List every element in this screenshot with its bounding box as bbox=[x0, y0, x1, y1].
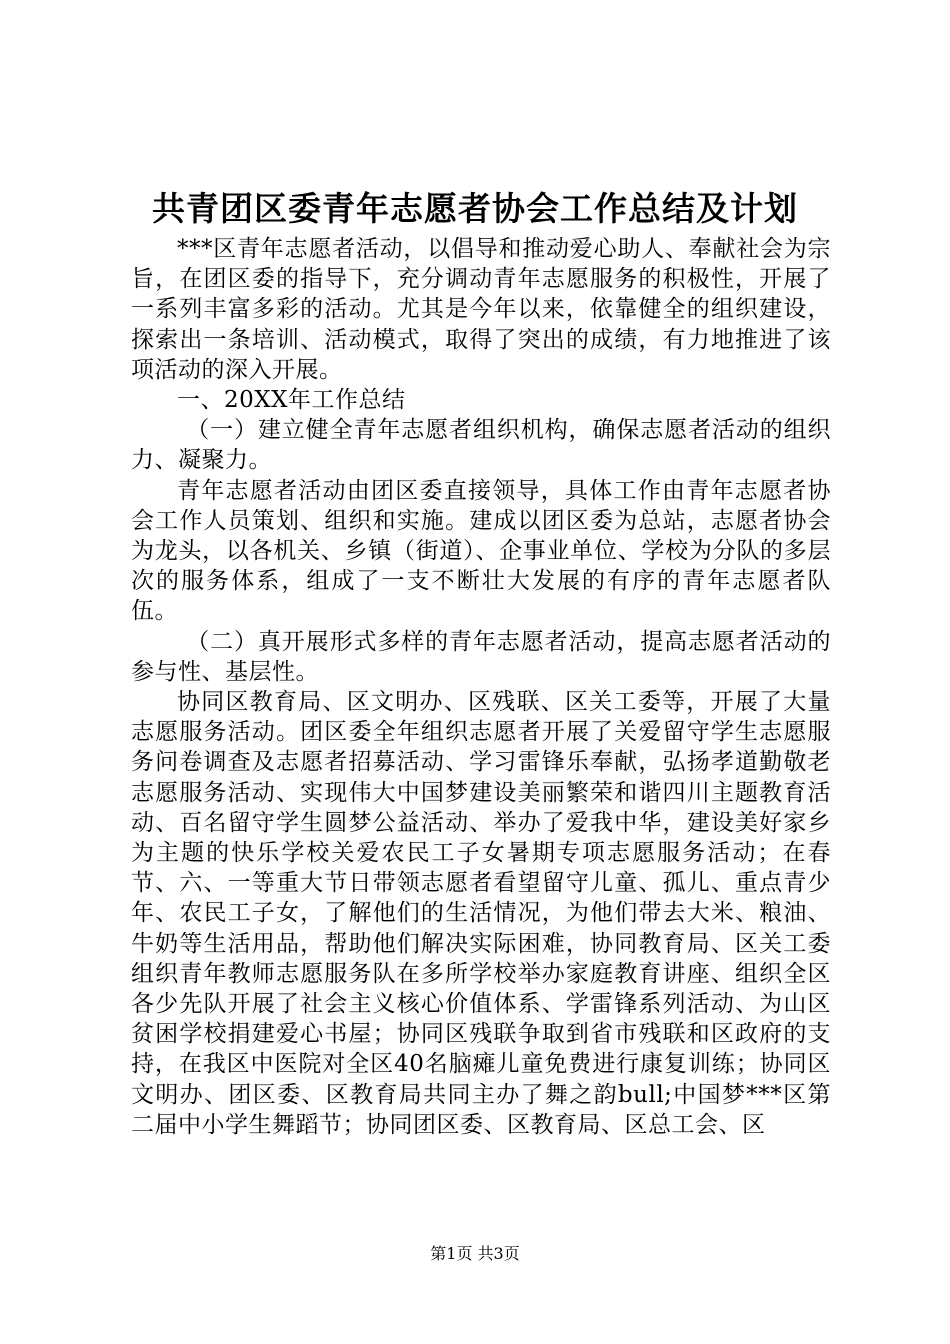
page-footer: 第1页 共3页 bbox=[430, 1244, 520, 1263]
document-body bbox=[131, 234, 831, 1140]
subsection-heading-1: （一）建立健全青年志愿者组织机构，确保志愿者活动的组织力、凝聚力。 bbox=[131, 417, 831, 474]
paragraph-intro: ***区青年志愿者活动，以倡导和推动爱心助人、奉献社会为宗旨，在团区委的指导下，充分调动青年志愿服务的积极性，开展了一系列丰富多彩的活动。尤其是今年以来，依靠健全的组织建设，探索出一条培训、活动模式，取得了突出的成绩，有力地推进了该项活动的深入开展。 bbox=[131, 236, 831, 383]
paragraph-organization: 青年志愿者活动由团区委直接领导，具体工作由青年志愿者协会工作人员策划、组织和实施。建成以团区委为总站，志愿者协会为龙头，以各机关、乡镇（街道）、企事业单位、学校为分队的多层次的服务体系，组成了一支不断壮大发展的有序的青年志愿者队伍。 bbox=[131, 477, 831, 625]
document-title: 共青团区委青年志愿者协会工作总结及计划 bbox=[152, 189, 798, 228]
section-heading: 一、20XX年工作总结 bbox=[177, 387, 406, 414]
subsection-heading-2: （二）真开展形式多样的青年志愿者活动，提高志愿者活动的参与性、基层性。 bbox=[131, 628, 831, 685]
paragraph-activities: 协同区教育局、区文明办、区残联、区关工委等，开展了大量志愿服务活动。团区委全年组织志愿者开展了关爱留守学生志愿服务问卷调查及志愿者招募活动、学习雷锋乐奉献，弘扬孝道勤敬老志愿服务活动、实现伟大中国梦建设美丽繁荣和谐四川主题教育活动、百名留守学生圆梦公益活动、举办了爱我中华，建设美好家乡为主题的快乐学校关爱农民工子女暑期专项志愿服务活动；在春节、六、一等重大节日带领志愿者看望留守儿童、孤儿、重点青少年、农民工子女，了解他们的生活情况，为他们带去大米、粮油、牛奶等生活用品，帮助他们解决实际困难，协同教育局、区关工委组织青年教师志愿服务队在多所学校举办家庭教育讲座、组织全区各少先队开展了社会主义核心价值体系、学雷锋系列活动、为山区贫困学校捐建爱心书屋；协同区残联争取到省市残联和区政府的支持，在我区中医院对全区40名脑瘫儿童免费进行康复训练；协同区文明办、团区委、区教育局共同主办了舞之韵bull;中国梦***区第二届中小学生舞蹈节；协同团区委、区教育局、区总工会、区 bbox=[131, 689, 831, 1138]
